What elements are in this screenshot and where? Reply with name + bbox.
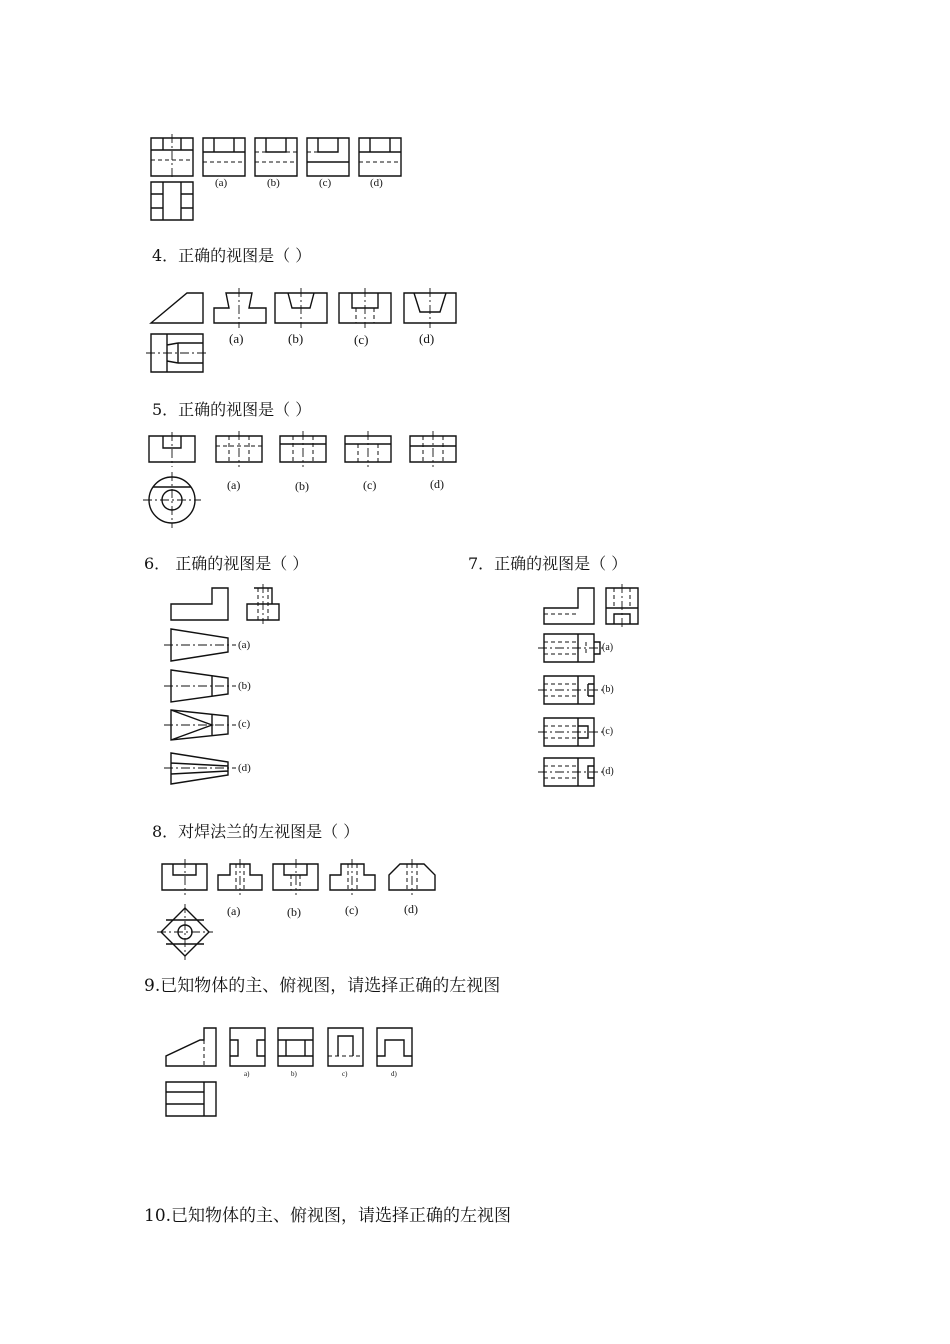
question-10: 10.已知物体的主、俯视图，请选择正确的左视图 <box>144 1206 512 1226</box>
question-8: 8．对焊法兰的左视图是（ ） <box>152 822 360 841</box>
q7-left-view <box>606 584 638 628</box>
q8-option-a-view <box>218 859 262 895</box>
q5-option-b-label: (b) <box>295 479 309 493</box>
q3-option-c-view <box>307 138 349 176</box>
q9-option-d-label: d) <box>391 1070 397 1078</box>
q9-option-a-view <box>230 1028 265 1066</box>
q3-option-d-label: (d) <box>370 177 383 189</box>
q5-top-view <box>143 472 201 528</box>
q6-option-c-label: (c) <box>238 718 251 730</box>
q5-option-d-view <box>410 431 456 467</box>
q6-front-view <box>171 588 228 620</box>
q9-front-view <box>166 1028 216 1066</box>
q4-option-d-label: (d) <box>419 331 435 346</box>
q9-top-view <box>166 1082 216 1116</box>
q6-option-b-view <box>164 670 236 702</box>
question-9: 9.已知物体的主、俯视图，请选择正确的左视图 <box>144 976 501 996</box>
q6-left-view <box>247 584 279 624</box>
question-7: 7．正确的视图是（ ） <box>468 554 628 573</box>
q3-option-a-view <box>203 138 245 176</box>
q7-option-d-view <box>538 758 604 786</box>
q3-option-b-label: (b) <box>267 177 280 189</box>
q3-option-a-label: (a) <box>215 177 228 189</box>
q8-option-d-label: (d) <box>404 902 418 916</box>
q4-option-d-view <box>404 288 456 328</box>
q6-option-b-label: (b) <box>238 680 251 692</box>
q8-option-b-label: (b) <box>287 905 301 919</box>
q4-option-a-label: (a) <box>229 331 244 346</box>
q5-front-view <box>149 432 195 467</box>
q4-option-a-view <box>214 288 266 328</box>
q4-option-b-label: (b) <box>288 331 304 346</box>
q7-option-d-label: (d) <box>602 766 614 777</box>
q9-option-b-view <box>278 1028 313 1066</box>
q3-option-d-view <box>359 138 401 176</box>
q8-option-c-view <box>330 859 375 895</box>
q8-option-b-view <box>273 859 318 895</box>
q7-option-c-view <box>538 718 604 746</box>
q4-front-view <box>151 293 203 323</box>
q3-option-c-label: (c) <box>319 177 332 189</box>
q8-option-a-label: (a) <box>227 904 241 918</box>
q7-option-b-label: (b) <box>602 684 614 695</box>
q6-option-d-label: (d) <box>238 762 251 774</box>
q4-option-c-view <box>339 288 391 328</box>
q5-option-c-label: (c) <box>363 478 377 492</box>
q5-option-b-view <box>280 431 326 467</box>
q9-option-a-label: a) <box>244 1070 250 1078</box>
q9-option-b-label: b) <box>291 1070 297 1078</box>
q3-front-view <box>151 134 193 180</box>
q7-option-a-label: (a) <box>602 642 614 653</box>
q6-option-d-view <box>164 753 236 784</box>
q3-top-view <box>151 182 193 220</box>
q5-option-c-view <box>345 431 391 467</box>
q6-option-c-view <box>164 710 236 740</box>
q9-option-d-view <box>377 1028 412 1066</box>
q8-option-d-view <box>389 859 435 895</box>
q5-option-a-label: (a) <box>227 478 241 492</box>
q4-top-view <box>146 334 208 372</box>
q6-option-a-view <box>164 629 236 661</box>
q5-option-d-label: (d) <box>430 477 444 491</box>
q8-option-c-label: (c) <box>345 903 359 917</box>
q4-option-c-label: (c) <box>354 332 369 347</box>
q6-option-a-label: (a) <box>238 639 251 651</box>
question-6: 6． 正确的视图是（ ） <box>144 554 309 573</box>
q7-option-c-label: (c) <box>602 726 614 737</box>
q9-option-c-label: c) <box>342 1070 348 1078</box>
q7-front-view <box>544 588 594 624</box>
q8-front-view <box>162 859 207 895</box>
q4-option-b-view <box>275 288 327 328</box>
q8-top-view <box>157 904 213 960</box>
question-4: 4．正确的视图是（ ） <box>152 246 312 265</box>
q9-option-c-view <box>328 1028 363 1066</box>
question-5: 5．正确的视图是（ ） <box>152 400 312 419</box>
q5-option-a-view <box>216 431 262 467</box>
q7-option-a-view <box>538 634 604 662</box>
q7-option-b-view <box>538 676 604 704</box>
q3-option-b-view <box>255 138 297 176</box>
